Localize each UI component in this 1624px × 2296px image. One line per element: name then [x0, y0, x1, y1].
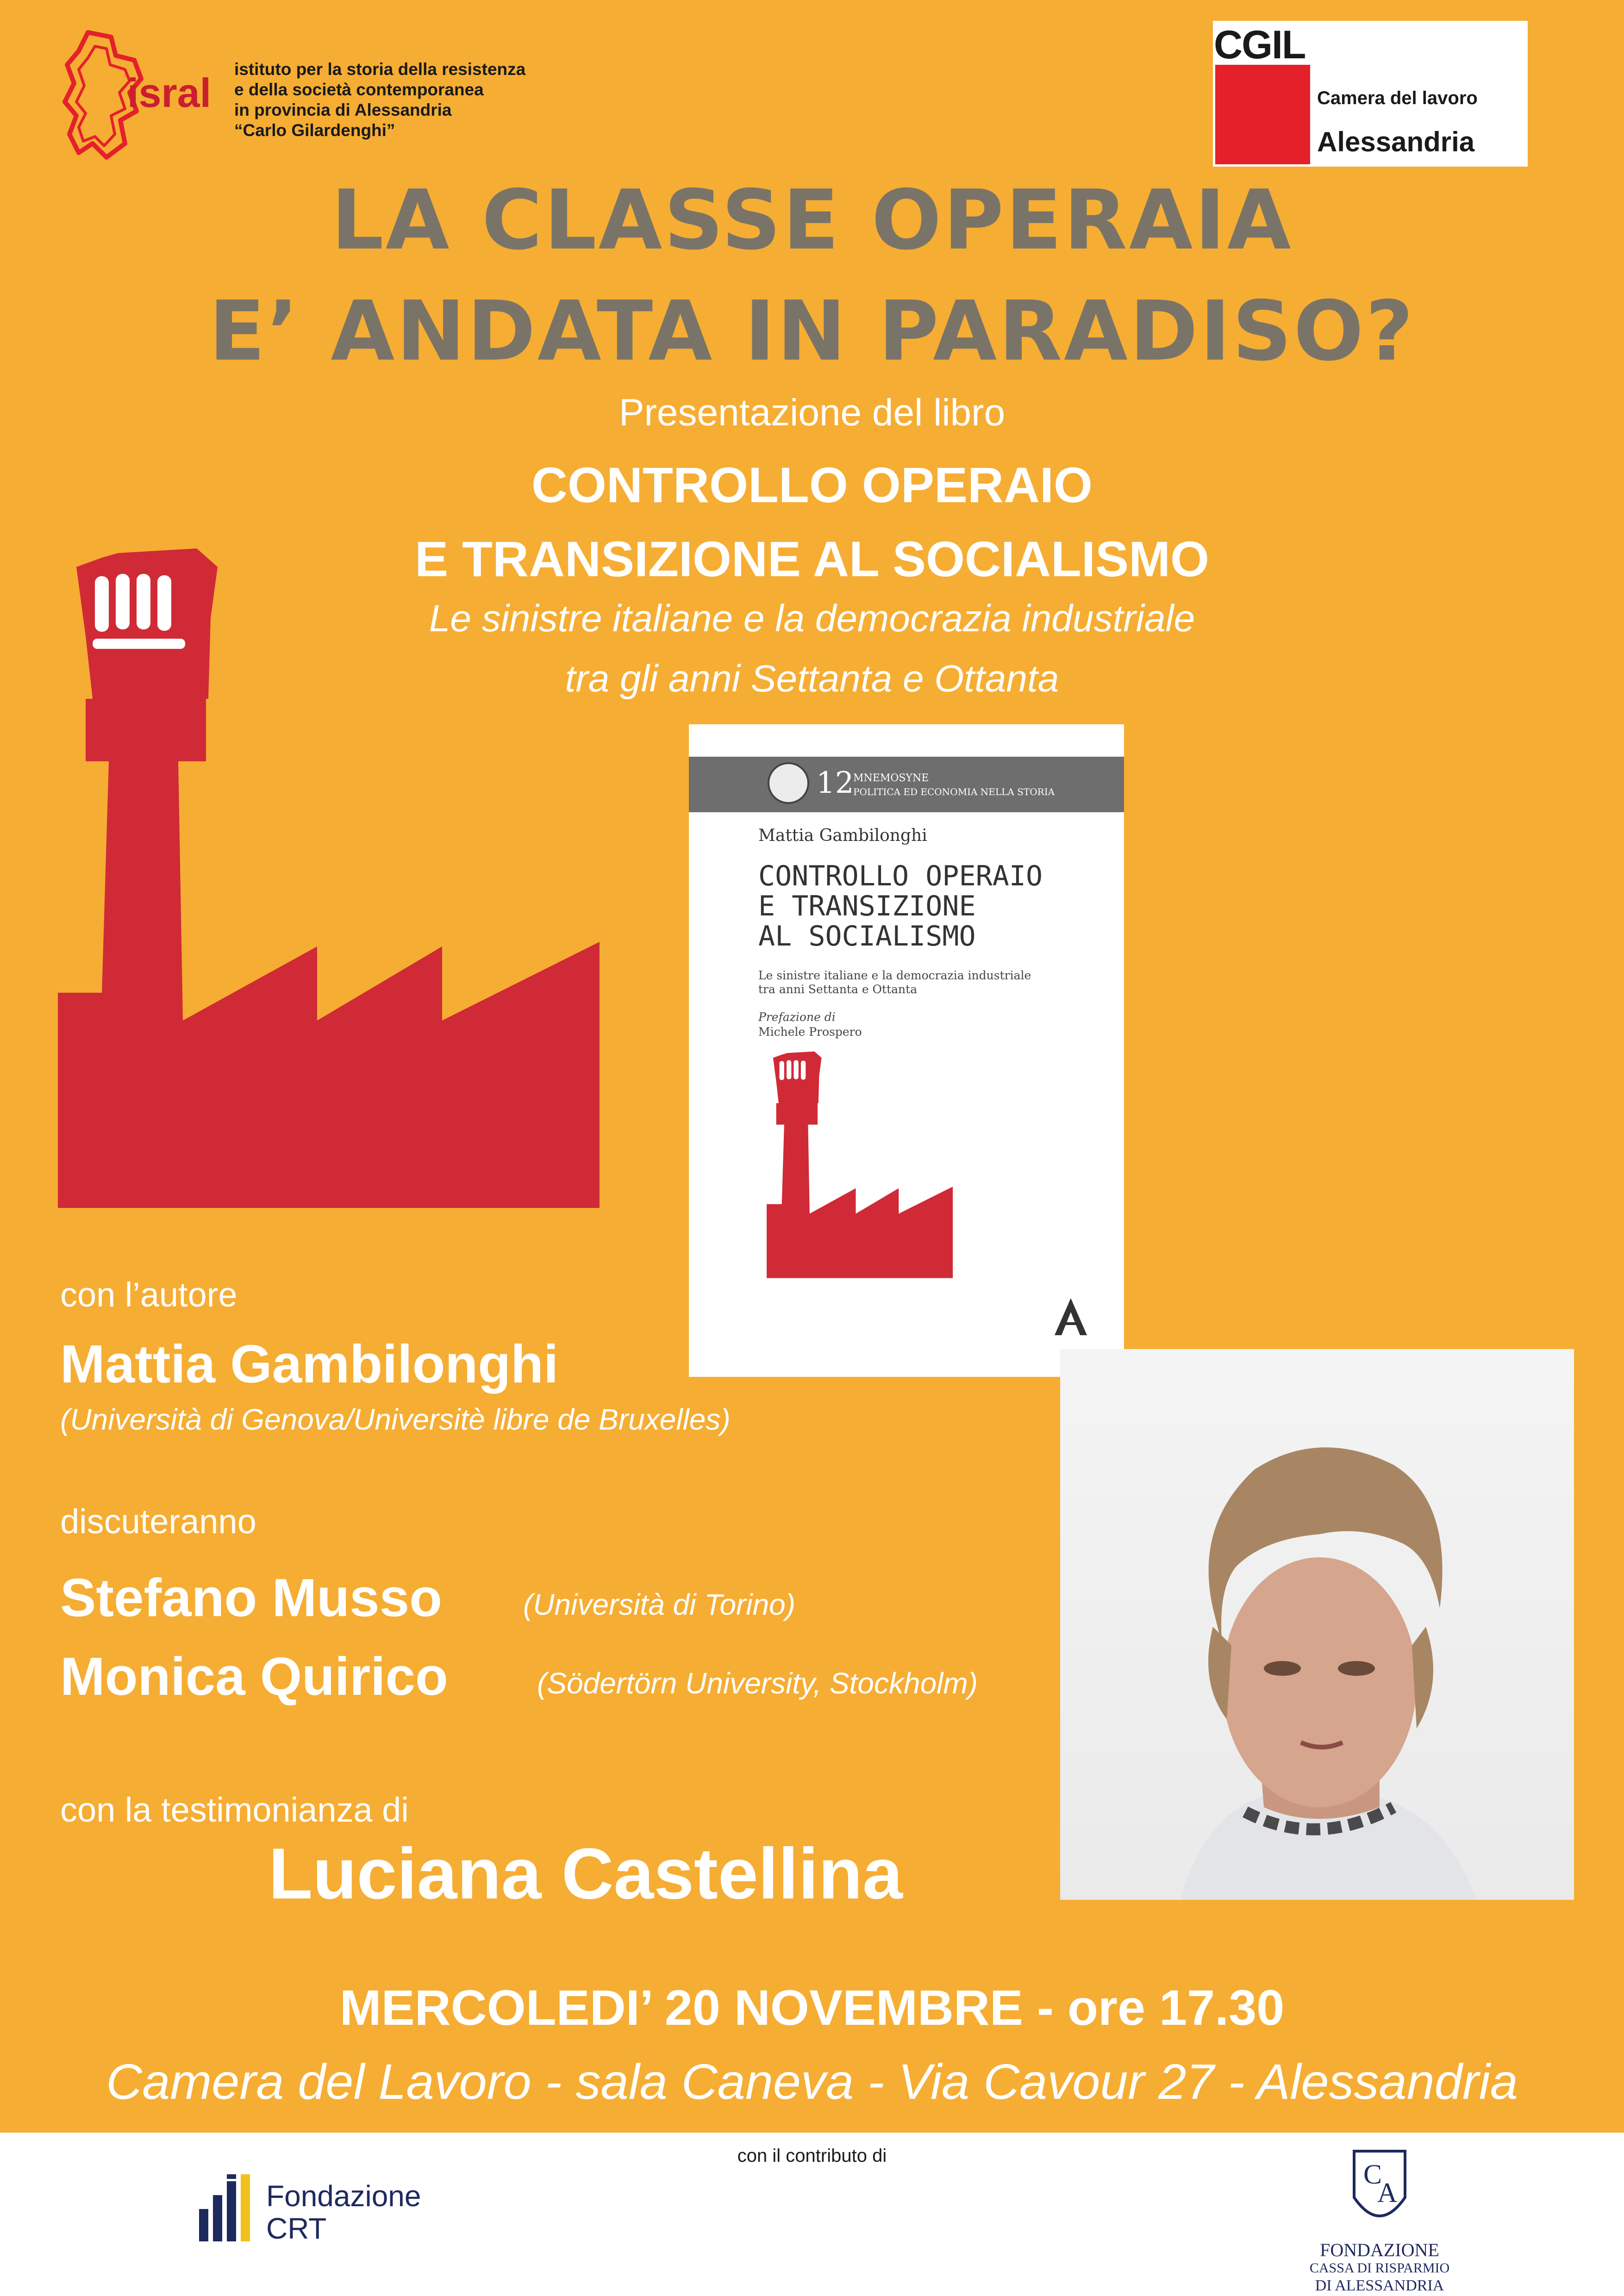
cover-preface-label: Prefazione di	[758, 1010, 836, 1024]
speaker-portrait-photo	[1060, 1349, 1574, 1900]
cover-subtitle-line: tra anni Settanta e Ottanta	[758, 983, 918, 996]
author-affiliation: (Università di Genova/Universitè libre de Bruxelles)	[60, 1403, 731, 1436]
fondazione-cr-line: DI ALESSANDRIA	[1315, 2277, 1444, 2294]
book-subtitle-line-2: tra gli anni Settanta e Ottanta	[565, 658, 1059, 700]
cgil-logo-word: CGIL	[1214, 23, 1305, 67]
isral-line: e della società contemporanea	[234, 80, 484, 99]
sponsors-footer	[0, 2133, 1624, 2296]
fondazione-cr-line: FONDAZIONE	[1320, 2240, 1439, 2260]
cover-preface-name: Michele Prospero	[758, 1025, 862, 1039]
fondazione-crt-icon	[199, 2174, 259, 2241]
discussant-affiliation: (Università di Torino)	[523, 1588, 796, 1621]
contribution-label: con il contributo di	[737, 2146, 887, 2166]
discussant-affiliation: (Södertörn University, Stockholm)	[537, 1667, 978, 1700]
cover-title-line: CONTROLLO OPERAIO	[758, 860, 1043, 892]
author-label: con l’autore	[60, 1276, 237, 1314]
book-cover	[689, 724, 1124, 1377]
svg-text:C: C	[1363, 2159, 1382, 2190]
fondazione-cr-alessandria-logo-icon	[1345, 2147, 1414, 2234]
book-subtitle-line-1: Le sinistre italiane e la democrazia industriale	[429, 597, 1195, 640]
cgil-subtitle: Camera del lavoro	[1317, 88, 1478, 108]
factory-fist-icon	[58, 539, 602, 1213]
portrait-illustration	[1060, 1349, 1574, 1900]
cgil-city: Alessandria	[1317, 126, 1475, 157]
fondazione-crt-name: Fondazione	[266, 2179, 421, 2213]
event-venue: Camera del Lavoro - sala Caneva - Via Cavour 27 - Alessandria	[106, 2053, 1518, 2109]
isral-line: in provincia di Alessandria	[234, 100, 452, 119]
testimony-label: con la testimonianza di	[60, 1791, 409, 1829]
discussant-name: Stefano Musso	[60, 1568, 442, 1628]
isral-line: istituto per la storia della resistenza	[234, 60, 526, 79]
event-date-time: MERCOLEDI’ 20 NOVEMBRE - ore 17.30	[339, 1979, 1285, 2035]
book-title-line-2: E TRANSIZIONE AL SOCIALISMO	[414, 531, 1210, 587]
fondazione-crt-acronym: CRT	[266, 2212, 327, 2245]
svg-text:A: A	[1377, 2178, 1398, 2208]
author-name: Mattia Gambilonghi	[60, 1334, 559, 1394]
cover-title-line: E TRANSIZIONE	[758, 890, 976, 922]
cover-series-subtitle: POLITICA ED ECONOMIA NELLA STORIA	[853, 786, 1055, 797]
cover-title-line: AL SOCIALISMO	[758, 920, 976, 952]
book-title-line-1: CONTROLLO OPERAIO	[531, 457, 1093, 513]
presentation-label: Presentazione del libro	[618, 392, 1006, 434]
main-title-line-2: E’ ANDATA IN PARADISO?	[209, 283, 1415, 379]
cover-portrait-medal-icon	[768, 762, 809, 804]
discussants-label: discuteranno	[60, 1502, 256, 1541]
discussant-name: Monica Quirico	[60, 1646, 448, 1706]
cover-author: Mattia Gambilonghi	[758, 826, 927, 845]
cover-series-number: 12	[816, 766, 854, 800]
fondazione-cr-line: CASSA DI RISPARMIO	[1309, 2260, 1450, 2276]
cgil-red-square	[1215, 65, 1310, 164]
isral-line: “Carlo Gilardenghi”	[234, 121, 395, 140]
isral-institute-name	[234, 59, 586, 141]
cover-series-band	[689, 757, 1124, 812]
cover-series-name: MNEMOSYNE	[853, 772, 929, 784]
publisher-logo-icon	[1050, 1296, 1092, 1338]
cover-factory-fist-icon	[758, 1048, 962, 1280]
main-title-line-1: LA CLASSE OPERAIA	[331, 172, 1293, 268]
cover-subtitle-line: Le sinistre italiane e la democrazia industriale	[758, 969, 1031, 982]
testimony-name: Luciana Castellina	[269, 1834, 903, 1914]
isral-logo-word: isral	[127, 70, 212, 116]
